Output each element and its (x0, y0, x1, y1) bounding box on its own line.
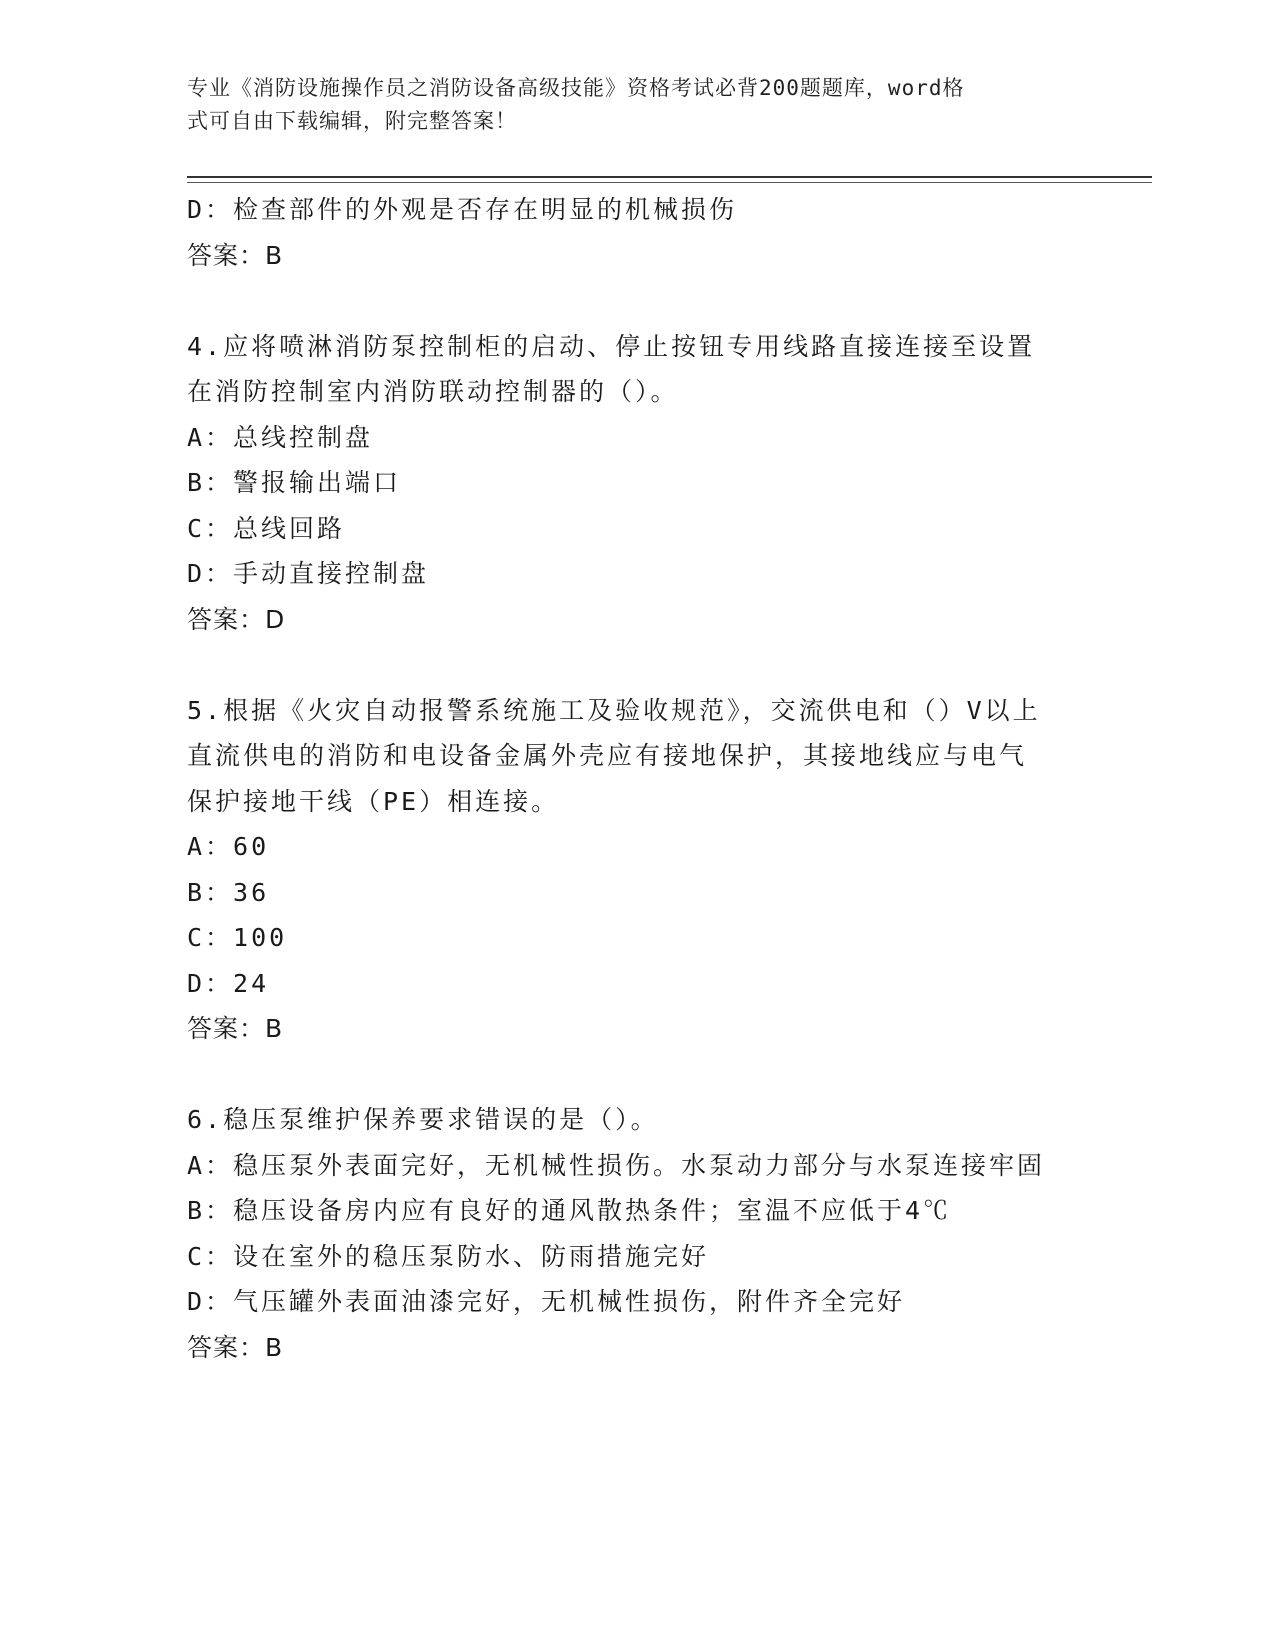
q4-option-b: B：警报输出端口 (187, 468, 402, 497)
spacer (187, 1052, 1087, 1098)
question-6 (187, 1097, 1087, 1370)
q6-answer: 答案：B (187, 1332, 284, 1362)
q4-option-a: A：总线控制盘 (187, 422, 374, 452)
q4-answer: 答案：D (187, 604, 286, 634)
header-divider-thick (187, 176, 1152, 178)
q5-option-c: C：100 (187, 923, 288, 952)
q5-stem-line-1: 5.根据《火灾自动报警系统施工及验收规范》，交流供电和（）V以上 (187, 695, 1041, 725)
q4-option-c: C：总线回路 (187, 513, 346, 543)
prev-answer: 答案：B (187, 240, 284, 270)
q5-option-d: D：24 (187, 968, 270, 998)
header-line-2: 式可自由下载编辑，附完整答案！ (187, 109, 517, 133)
prev-option-d: D：检查部件的外观是否存在明显的机械损伤 (187, 195, 738, 224)
q5-option-a: A：60 (187, 832, 270, 861)
q5-answer: 答案：B (187, 1014, 284, 1043)
q4-stem-line-2: 在消防控制室内消防联动控制器的（）。 (187, 377, 679, 406)
spacer (187, 278, 1087, 324)
question-content (187, 187, 1087, 1370)
q5-stem-line-2: 直流供电的消防和电设备金属外壳应有接地保护，其接地线应与电气 (187, 741, 1028, 770)
q5-stem-line-3: 保护接地干线（PE）相连接。 (187, 786, 560, 816)
q6-option-b: B：稳压设备房内应有良好的通风散热条件；室温不应低于4℃ (187, 1196, 952, 1225)
document-header (187, 72, 1087, 138)
header-line-1: 专业《消防设施操作员之消防设备高级技能》资格考试必背200题题库，word格 (187, 76, 965, 100)
question-4 (187, 324, 1087, 643)
q4-option-d: D：手动直接控制盘 (187, 559, 430, 588)
q4-stem-line-1: 4.应将喷淋消防泵控制柜的启动、停止按钮专用线路直接连接至设置 (187, 331, 1036, 361)
question-5 (187, 688, 1087, 1052)
q6-option-a: A：稳压泵外表面完好，无机械性损伤。水泵动力部分与水泵连接牢固 (187, 1150, 1046, 1180)
q6-stem-line-1: 6.稳压泵维护保养要求错误的是（）。 (187, 1105, 659, 1134)
spacer (187, 642, 1087, 688)
q6-option-d: D：气压罐外表面油漆完好，无机械性损伤，附件齐全完好 (187, 1287, 906, 1316)
header-divider-thin (187, 182, 1152, 183)
q6-option-c: C：设在室外的稳压泵防水、防雨措施完好 (187, 1241, 710, 1271)
q5-option-b: B：36 (187, 877, 270, 907)
